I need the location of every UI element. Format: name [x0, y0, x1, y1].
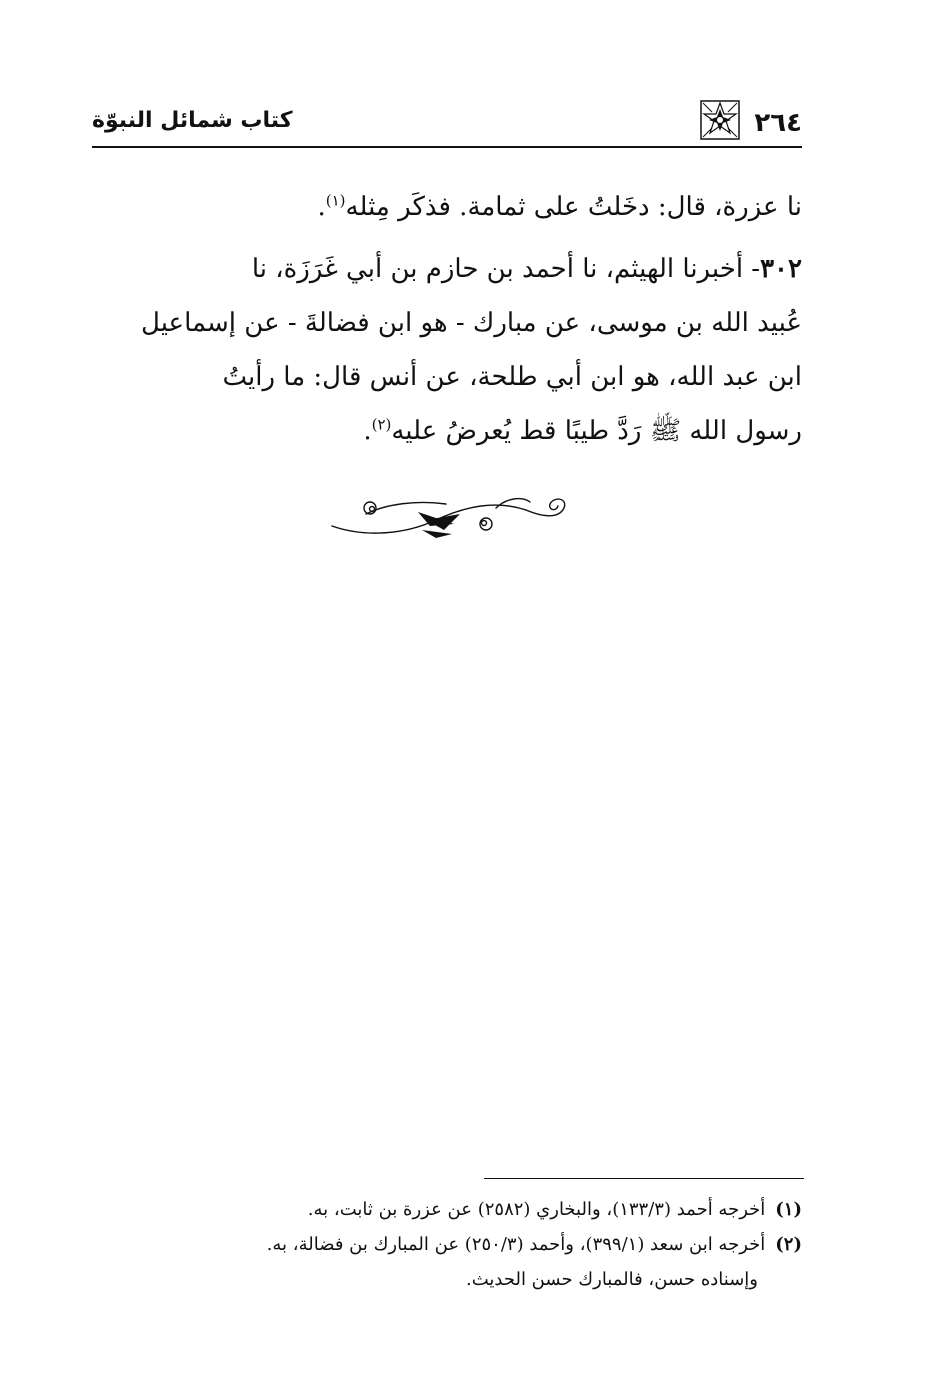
footnote-marker: (١) — [775, 1199, 802, 1220]
footnote-separator — [484, 1178, 804, 1179]
star-ornament-icon — [700, 100, 740, 140]
page-header — [92, 98, 802, 146]
paragraph-continuation — [92, 180, 802, 234]
line-text: رسول الله ﷺ رَدَّ طيبًا قط يُعرضُ عليه — [391, 416, 802, 446]
main-text — [92, 180, 802, 458]
floral-divider-icon — [326, 490, 570, 542]
hadith-number: ٣٠٢ — [760, 254, 802, 284]
book-title: كتاب شمائل النبوّة — [92, 108, 293, 133]
footnote-item — [92, 1227, 802, 1262]
footnote-reference: (٢) — [371, 415, 392, 434]
hadith-line: عُبيد الله بن موسى، عن مبارك - هو ابن فضالةَ - عن إسماعيل — [141, 308, 802, 338]
paragraph-end: . — [363, 416, 372, 446]
footnotes — [92, 1192, 802, 1297]
footnote-text: أخرجه أحمد (١٣٣/٣)، والبخاري (٢٥٨٢) عن عزرة بن ثابت، به. — [307, 1199, 766, 1220]
hadith-paragraph — [92, 242, 802, 458]
paragraph-end: . — [317, 192, 326, 222]
footnote-item — [92, 1192, 802, 1227]
footnote-reference: (١) — [325, 191, 346, 210]
header-rule — [92, 146, 802, 148]
line-text: - أخبرنا الهيثم، نا أحمد بن حازم بن أبي غَرَزَة، نا — [251, 254, 761, 284]
footnote-continuation: وإسناده حسن، فالمبارك حسن الحديث. — [466, 1269, 758, 1290]
paragraph-text: نا عزرة، قال: دخَلتُ على ثمامة. فذكَر مِثله — [345, 192, 802, 222]
footnote-text: أخرجه ابن سعد (٣٩٩/١)، وأحمد (٢٥٠/٣) عن المبارك بن فضالة، به. — [266, 1234, 766, 1255]
hadith-line — [92, 242, 802, 296]
hadith-line — [92, 404, 802, 458]
footnote-marker: (٢) — [775, 1234, 802, 1255]
hadith-line: ابن عبد الله، هو ابن أبي طلحة، عن أنس قال: ما رأيتُ — [222, 362, 802, 392]
page-number: ٢٦٤ — [754, 108, 802, 138]
